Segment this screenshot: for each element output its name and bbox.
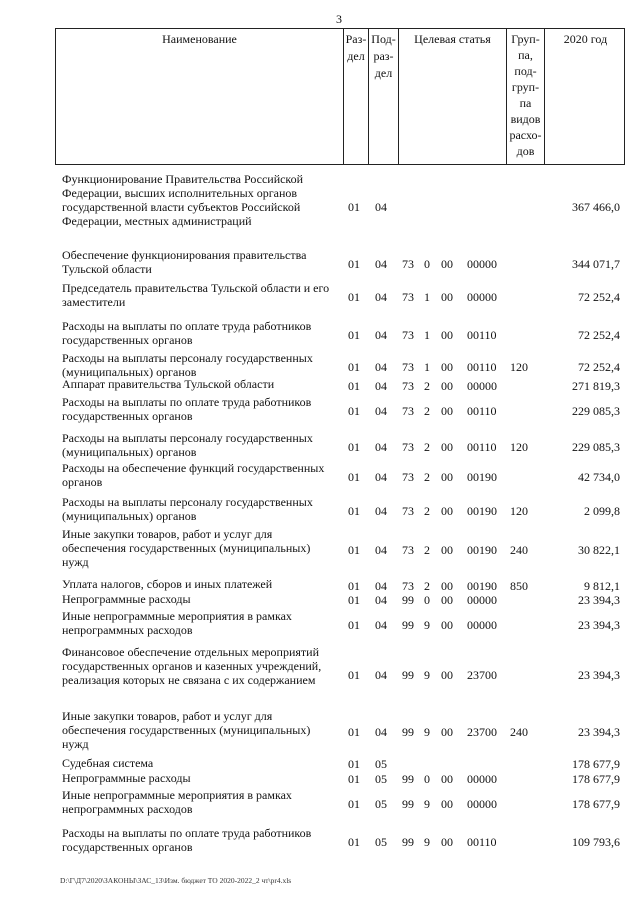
row-cs3: 00 [441,835,453,849]
row-cs2: 0 [424,772,430,786]
row-razd: 01 [348,543,360,557]
row-name: Председатель правительства Тульской области и его заместители [62,281,330,309]
row-amt: 178 677,9 [572,772,620,786]
row-grp: 850 [510,579,528,593]
row-cs4: 00000 [467,797,497,811]
row-cs4: 00000 [467,593,497,607]
row-cs2: 2 [424,440,430,454]
row-cs3: 00 [441,618,453,632]
row-pod: 05 [375,772,387,786]
row-name: Судебная система [62,756,154,770]
row-cs3: 00 [441,725,453,739]
row-cs2: 9 [424,797,430,811]
row-cs2: 0 [424,593,430,607]
row-pod: 04 [375,725,387,739]
row-pod: 04 [375,579,387,593]
row-razd: 01 [348,797,360,811]
row-cs3: 00 [441,504,453,518]
row-grp: 120 [510,504,528,518]
row-amt: 367 466,0 [572,200,620,214]
row-cs1: 99 [402,772,414,786]
file-path-footer: D:\Г\Д7\2020\ЗАКОНЫ\ЗАС_13\Изм. бюджет ТО 2020-2022_2 чт\pr4.xls [60,876,292,885]
row-amt: 229 085,3 [572,404,620,418]
row-cs1: 73 [402,404,414,418]
row-cs2: 9 [424,835,430,849]
row-cs4: 00000 [467,290,497,304]
row-cs4: 00000 [467,379,497,393]
row-cs1: 73 [402,379,414,393]
row-cs3: 00 [441,404,453,418]
row-cs2: 1 [424,290,430,304]
row-cs2: 2 [424,579,430,593]
row-amt: 30 822,1 [578,543,620,557]
row-cs2: 9 [424,618,430,632]
row-cs1: 73 [402,470,414,484]
row-cs3: 00 [441,379,453,393]
row-name: Иные закупки товаров, работ и услуг для обеспечения государственных (муниципальных) нужд [62,527,311,569]
row-amt: 178 677,9 [572,797,620,811]
row-pod: 04 [375,504,387,518]
row-razd: 01 [348,379,360,393]
row-cs2: 2 [424,470,430,484]
row-razd: 01 [348,470,360,484]
row-amt: 42 734,0 [578,470,620,484]
row-name: Аппарат правительства Тульской области [62,377,275,391]
row-cs3: 00 [441,543,453,557]
row-cs4: 00110 [467,835,497,849]
row-cs1: 99 [402,593,414,607]
row-cs3: 00 [441,328,453,342]
header-name: Наименование [162,32,237,46]
table-header [55,28,625,165]
row-cs4: 00110 [467,328,497,342]
row-name: Непрограммные расходы [62,771,191,785]
row-grp: 240 [510,725,528,739]
row-pod: 04 [375,543,387,557]
row-razd: 01 [348,618,360,632]
row-razd: 01 [348,440,360,454]
row-razd: 01 [348,404,360,418]
row-cs4: 00110 [467,404,497,418]
row-cs1: 73 [402,290,414,304]
row-name: Непрограммные расходы [62,592,191,606]
row-cs3: 00 [441,257,453,271]
row-amt: 2 099,8 [584,504,620,518]
header-razdel: Раз- дел [343,29,368,164]
row-cs4: 00190 [467,470,497,484]
row-cs4: 00190 [467,543,497,557]
row-cs1: 73 [402,504,414,518]
row-razd: 01 [348,772,360,786]
row-amt: 271 819,3 [572,379,620,393]
row-cs4: 00000 [467,772,497,786]
row-name: Уплата налогов, сборов и иных платежей [62,577,273,591]
row-name: Расходы на выплаты персоналу государственных (муниципальных) органов [62,431,313,459]
row-pod: 05 [375,757,387,771]
row-cs1: 99 [402,668,414,682]
row-pod: 04 [375,257,387,271]
row-amt: 178 677,9 [572,757,620,771]
row-name: Обеспечение функционирования правительства Тульской области [62,248,307,276]
row-razd: 01 [348,328,360,342]
row-razd: 01 [348,725,360,739]
row-cs1: 99 [402,835,414,849]
row-cs1: 73 [402,543,414,557]
row-name: Иные непрограммные мероприятия в рамках непрограммных расходов [62,788,292,816]
row-grp: 240 [510,543,528,557]
row-cs2: 1 [424,328,430,342]
row-razd: 01 [348,579,360,593]
row-pod: 04 [375,440,387,454]
row-pod: 04 [375,200,387,214]
row-name: Расходы на выплаты персоналу государственных (муниципальных) органов [62,351,313,379]
row-razd: 01 [348,668,360,682]
row-cs1: 73 [402,440,414,454]
row-cs3: 00 [441,668,453,682]
row-cs3: 00 [441,593,453,607]
row-razd: 01 [348,360,360,374]
row-cs1: 73 [402,360,414,374]
row-razd: 01 [348,593,360,607]
row-cs2: 1 [424,360,430,374]
row-cs1: 99 [402,725,414,739]
row-cs1: 73 [402,328,414,342]
row-cs3: 00 [441,360,453,374]
row-cs2: 2 [424,504,430,518]
row-amt: 72 252,4 [578,328,620,342]
row-razd: 01 [348,257,360,271]
row-pod: 04 [375,290,387,304]
row-pod: 04 [375,328,387,342]
row-cs1: 99 [402,618,414,632]
row-cs4: 00110 [467,360,497,374]
row-cs2: 9 [424,725,430,739]
row-name: Функционирование Правительства Российской Федерации, высших исполнительных органов государственной власти субъектов Российской Федерации, местных администраций [62,172,304,228]
row-cs3: 00 [441,470,453,484]
row-cs1: 73 [402,257,414,271]
row-pod: 05 [375,797,387,811]
row-cs4: 00000 [467,257,497,271]
row-razd: 01 [348,835,360,849]
row-name: Расходы на выплаты по оплате труда работников государственных органов [62,395,312,423]
row-name: Иные закупки товаров, работ и услуг для обеспечения государственных (муниципальных) нужд [62,709,311,751]
row-cs1: 99 [402,797,414,811]
row-amt: 23 394,3 [578,593,620,607]
row-razd: 01 [348,200,360,214]
row-razd: 01 [348,290,360,304]
row-pod: 04 [375,360,387,374]
header-target-article: Целевая статья [398,29,506,164]
row-pod: 04 [375,618,387,632]
row-pod: 04 [375,470,387,484]
row-amt: 229 085,3 [572,440,620,454]
row-pod: 05 [375,835,387,849]
row-amt: 23 394,3 [578,668,620,682]
row-name: Расходы на обеспечение функций государственных органов [62,461,325,489]
row-name: Расходы на выплаты по оплате труда работников государственных органов [62,826,312,854]
row-cs3: 00 [441,440,453,454]
row-cs4: 00190 [467,504,497,518]
row-amt: 109 793,6 [572,835,620,849]
row-razd: 01 [348,504,360,518]
row-amt: 72 252,4 [578,360,620,374]
row-cs2: 2 [424,379,430,393]
row-grp: 120 [510,440,528,454]
row-amt: 23 394,3 [578,618,620,632]
row-pod: 04 [375,668,387,682]
row-cs3: 00 [441,290,453,304]
row-name: Расходы на выплаты персоналу государственных (муниципальных) органов [62,495,313,523]
row-cs4: 00110 [467,440,497,454]
row-cs2: 0 [424,257,430,271]
row-cs4: 23700 [467,725,497,739]
row-cs2: 2 [424,543,430,557]
row-name: Финансовое обеспечение отдельных мероприятий государственных органов и казенных учреждений, реализация которых не связана с их содержанием [62,645,322,687]
row-cs4: 00000 [467,618,497,632]
row-cs1: 73 [402,579,414,593]
row-cs2: 2 [424,404,430,418]
row-cs3: 00 [441,772,453,786]
row-cs4: 00190 [467,579,497,593]
row-cs3: 00 [441,797,453,811]
header-podrazdel: Под- раз- дел [368,29,398,164]
row-name: Расходы на выплаты по оплате труда работников государственных органов [62,319,312,347]
page-number: 3 [336,12,342,26]
row-grp: 120 [510,360,528,374]
row-cs3: 00 [441,579,453,593]
row-pod: 04 [375,379,387,393]
header-group: Груп- па, под- груп- па видов расхо- дов [506,29,544,164]
row-pod: 04 [375,593,387,607]
row-amt: 9 812,1 [584,579,620,593]
row-amt: 344 071,7 [572,257,620,271]
row-razd: 01 [348,757,360,771]
row-pod: 04 [375,404,387,418]
row-name: Иные непрограммные мероприятия в рамках непрограммных расходов [62,609,292,637]
row-amt: 72 252,4 [578,290,620,304]
row-cs4: 23700 [467,668,497,682]
row-cs2: 9 [424,668,430,682]
header-year: 2020 год [544,29,626,164]
row-amt: 23 394,3 [578,725,620,739]
